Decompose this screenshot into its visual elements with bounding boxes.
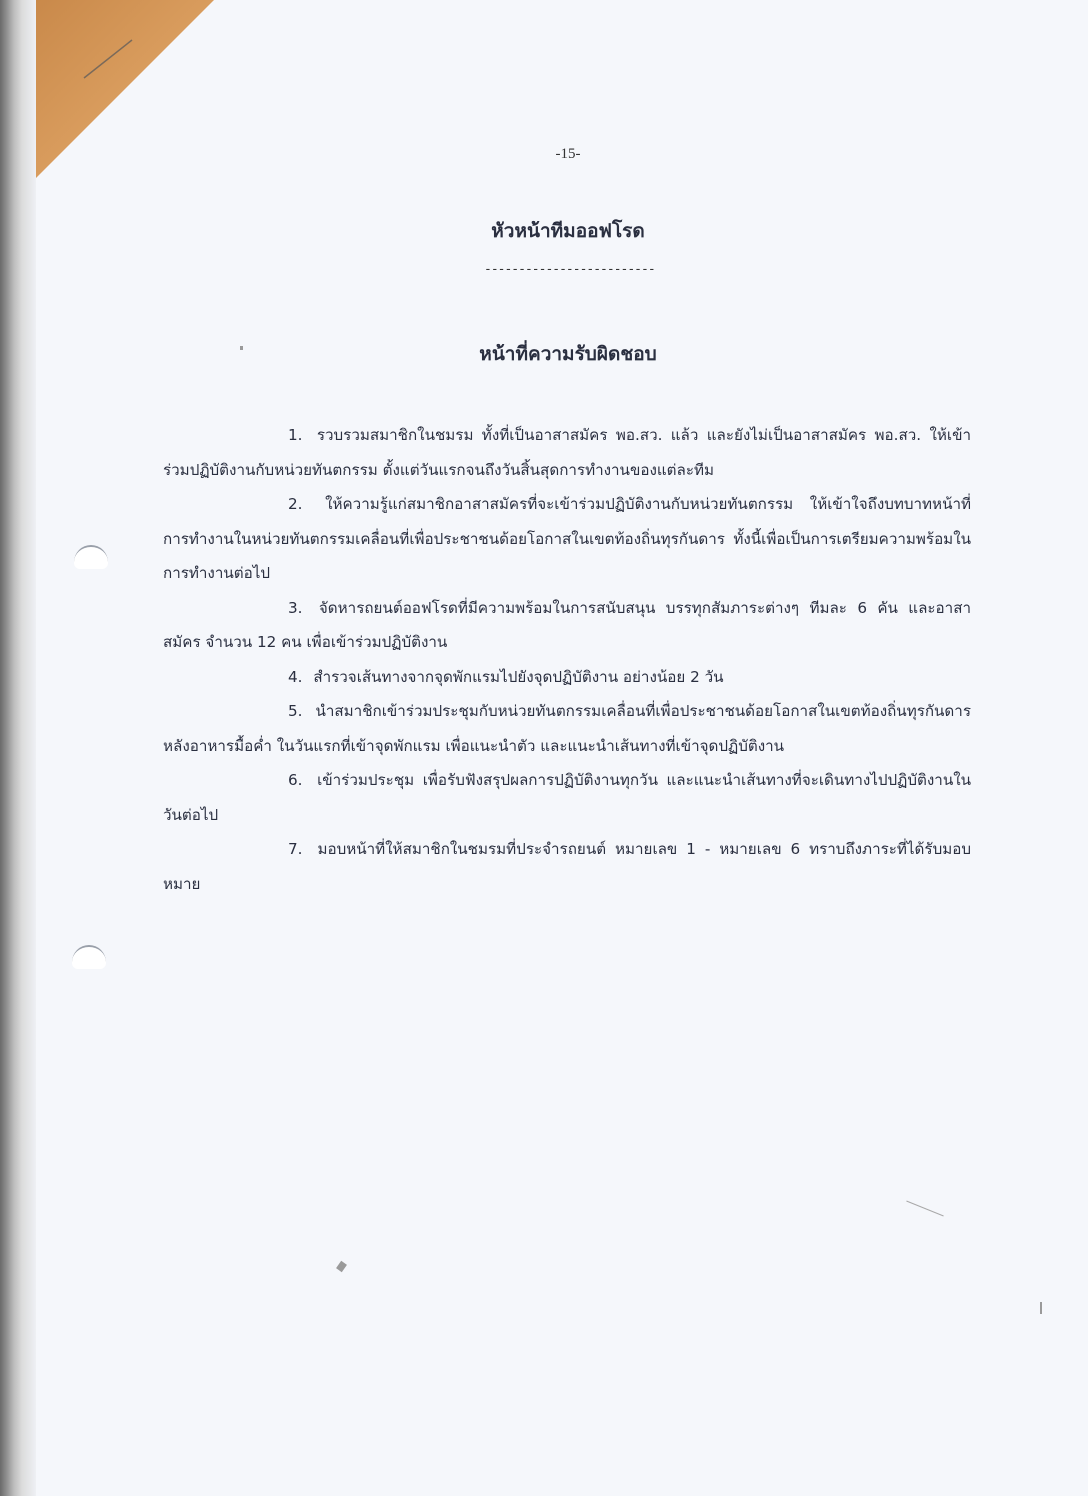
list-item (163, 694, 971, 763)
list-item (163, 763, 971, 832)
list-item (163, 660, 971, 695)
list-item (163, 418, 971, 487)
list-item (163, 832, 971, 901)
list-item (163, 487, 971, 591)
list-item (163, 591, 971, 660)
item-text: ให้ความรู้แก่สมาชิกอาสาสมัครที่จะเข้าร่วมปฏิบัติงานกับหน่วยทันตกรรม ให้เข้าใจถึงบทบาทหน้าที่การทำงานในหน่วยทันตกรรมเคลื่อนที่เพื่อประชาชนด้อยโอกาสในเขตท้องถิ่นทุรกันดาร ทั้งนี้เพื่อเป็นการเตรียมความพร้อมในการทำงานต่อไป (163, 495, 971, 582)
item-number: 4. (288, 667, 303, 686)
item-text: เข้าร่วมประชุม เพื่อรับฟังสรุปผลการปฏิบัติงานทุกวัน และแนะนำเส้นทางที่จะเดินทางไปปฏิบัติงานในวันต่อไป (163, 771, 972, 824)
scan-speck (906, 1201, 943, 1217)
title-underline: ------------------------- (484, 262, 655, 277)
section-heading: หน้าที่ความรับผิดชอบ (479, 343, 657, 365)
scan-speck (336, 1261, 347, 1272)
item-text: รวบรวมสมาชิกในชมรม ทั้งที่เป็นอาสาสมัคร พอ.สว. แล้ว และยังไม่เป็นอาสาสมัคร พอ.สว. ให้เข้าร่วมปฏิบัติงานกับหน่วยทันตกรรม ตั้งแต่วันแรกจนถึงวันสิ้นสุดการทำงานของแต่ละทีม (163, 426, 971, 479)
punch-hole-top (74, 545, 108, 569)
item-number: 3. (288, 598, 303, 617)
item-number: 1. (288, 426, 303, 444)
item-number: 5. (288, 702, 303, 720)
item-number: 6. (288, 771, 303, 789)
scan-speck (1040, 1302, 1042, 1314)
item-number: 7. (288, 840, 303, 858)
duty-list (163, 418, 971, 901)
item-text: จัดหารถยนต์ออฟโรดที่มีความพร้อมในการสนับสนุน บรรทุกสัมภาระต่างๆ ทีมละ 6 คัน และอาสาสมัคร จำนวน 12 คน เพื่อเข้าร่วมปฏิบัติงาน (163, 598, 971, 651)
page-title: หัวหน้าทีมออฟโรด (491, 220, 645, 242)
punch-hole-bottom (72, 945, 106, 969)
item-number: 2. (288, 495, 303, 513)
page-number: -15- (555, 146, 581, 162)
item-text: นำสมาชิกเข้าร่วมประชุมกับหน่วยทันตกรรมเคลื่อนที่เพื่อประชาชนด้อยโอกาสในเขตท้องถิ่นทุรกันดาร หลังอาหารมื้อค่ำ ในวันแรกที่เข้าจุดพักแรม เพื่อแนะนำตัว และแนะนำเส้นทางที่เข้าจุดปฏิบัติงาน (163, 702, 971, 755)
item-text: สำรวจเส้นทางจากจุดพักแรมไปยังจุดปฏิบัติงาน อย่างน้อย 2 วัน (313, 667, 724, 686)
item-text: มอบหน้าที่ให้สมาชิกในชมรมที่ประจำรถยนต์ หมายเลข 1 - หมายเลข 6 ทราบถึงภาระที่ได้รับมอบหมาย (163, 840, 971, 893)
